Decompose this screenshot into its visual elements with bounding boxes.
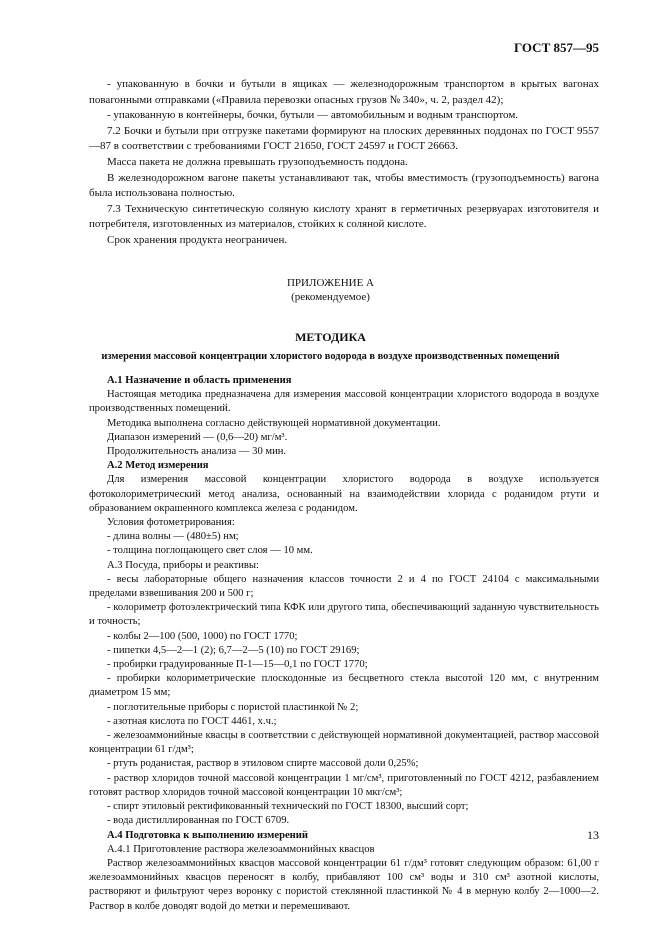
document-header: ГОСТ 857—95 bbox=[513, 40, 599, 55]
section-heading: А.4 Подготовка к выполнению измерений bbox=[107, 829, 308, 841]
list-item: - толщина поглощающего свет слоя — 10 мм. bbox=[107, 545, 313, 557]
appendix-subtitle: (рекомендуемое) bbox=[291, 291, 370, 303]
top-section bbox=[89, 77, 599, 249]
paragraph: Настоящая методика предназначена для измерения массовой концентрации хлористого водорода в воздухе производственных помещений. bbox=[89, 389, 599, 415]
paragraph: 7.3 Техническую синтетическую соляную кислоту хранят в герметичных резервуарах изготовителя и потребителя, изготовленных из материалов, стойких к соляной кислоте. bbox=[89, 202, 599, 231]
list-item: - весы лабораторные общего назначения классов точности 2 и 4 по ГОСТ 24104 с максимальными пределами взвешивания 200 и 500 г; bbox=[89, 573, 599, 600]
paragraph: Условия фотометрирования: bbox=[107, 517, 235, 529]
section-heading: А.2 Метод измерения bbox=[107, 460, 209, 472]
page-number: 13 bbox=[587, 828, 599, 842]
paragraph: - упакованную в бочки и бутыли в ящиках — железнодорожным транспортом в крытых вагонах повагонными отправками («Правила перевозки опасных грузов № 340», ч. 2, раздел 42); bbox=[89, 78, 599, 106]
paragraph: Продолжительность анализа — 30 мин. bbox=[107, 446, 287, 458]
list-item: - колбы 2—100 (500, 1000) по ГОСТ 1770; bbox=[107, 630, 298, 642]
appendix-title: ПРИЛОЖЕНИЕ А bbox=[286, 277, 374, 289]
list-item: - пипетки 4,5—2—1 (2); 6,7—2—5 (10) по ГОСТ 29169; bbox=[107, 644, 360, 656]
paragraph: Методика выполнена согласно действующей нормативной документации. bbox=[107, 417, 441, 429]
paragraph: - упакованную в контейнеры, бочки, бутыли — автомобильным и водным транспортом. bbox=[107, 109, 519, 122]
section-heading: А.1 Назначение и область применения bbox=[107, 375, 292, 386]
list-item: - раствор хлоридов точной массовой концентрации 1 мг/см³, приготовленный по ГОСТ 4212, разбавлением готовят раствор хлоридов точной массовой концентрации 10 мкг/см³; bbox=[89, 772, 599, 798]
method-body bbox=[89, 374, 599, 914]
paragraph: Срок хранения продукта неограничен. bbox=[107, 233, 288, 246]
list-item: - вода дистиллированная по ГОСТ 6709. bbox=[107, 815, 290, 827]
list-item: - длина волны — (480±5) нм; bbox=[107, 531, 239, 543]
list-item: - ртуть роданистая, раствор в этиловом спирте массовой доли 0,25%; bbox=[107, 758, 419, 770]
paragraph: 7.2 Бочки и бутыли при отгрузке пакетами формируют на плоских деревянных поддонах по ГОСТ 9557—87 в соответствии с требованиями ГОСТ 21650, ГОСТ 24597 и ГОСТ 26663. bbox=[89, 124, 599, 153]
list-item: - колориметр фотоэлектрический типа КФК или другого типа, обеспечивающий заданную чувствительность и точность; bbox=[89, 602, 599, 628]
method-subtitle: измерения массовой концентрации хлористого водорода в воздухе производственных помещений bbox=[101, 351, 560, 362]
paragraph: Масса пакета не должна превышать грузоподъемность поддона. bbox=[107, 155, 408, 168]
list-item: - поглотительные приборы с пористой пластинкой № 2; bbox=[107, 701, 359, 713]
list-item: - спирт этиловый ректификованный технический по ГОСТ 18300, высший сорт; bbox=[107, 801, 469, 813]
paragraph: Для измерения массовой концентрации хлористого водорода в воздухе используется фотоколориметрический метод анализа, основанный на взаимодействии хлорида с роданидом ртути и образованием окрашенного комплекса железа с роданидом. bbox=[89, 474, 599, 514]
list-item: - пробирки градуированные П-1—15—0,1 по ГОСТ 1770; bbox=[107, 659, 368, 671]
method-title: МЕТОДИКА bbox=[295, 330, 366, 344]
list-item: - пробирки колориметрические плоскодонные из бесцветного стекла высотой 120 мм, с внутренним диаметром 15 мм; bbox=[89, 673, 599, 699]
list-item: - азотная кислота по ГОСТ 4461, х.ч.; bbox=[107, 715, 277, 727]
list-item: - железоаммонийные квасцы в соответствии с действующей нормативной документацией, раствор массовой концентрации 61 г/дм³; bbox=[89, 730, 599, 756]
paragraph: А.3 Посуда, приборы и реактивы: bbox=[107, 559, 259, 571]
paragraph: А.4.1 Приготовление раствора железоаммонийных квасцов bbox=[107, 843, 375, 855]
paragraph: В железнодорожном вагоне пакеты устанавливают так, чтобы вместимость (грузоподъемность) вагона была использована полностью. bbox=[89, 171, 599, 200]
paragraph: Диапазон измерений — (0,6—20) мг/м³. bbox=[107, 431, 288, 443]
paragraph: Раствор железоаммонийных квасцов массовой концентрации 61 г/дм³ готовят следующим образом: 61,00 г железоаммонийных квасцов переносят в колбу, прибавляют 100 см³ воды и 310 см³ азотной кислоты, растворяют и фильтруют через воронку с пористой стеклянной пластинкой № 4 в мерную колбу 2—1000—2. Раствор в колбе доводят водой до метки и перемешивают. bbox=[89, 857, 599, 912]
